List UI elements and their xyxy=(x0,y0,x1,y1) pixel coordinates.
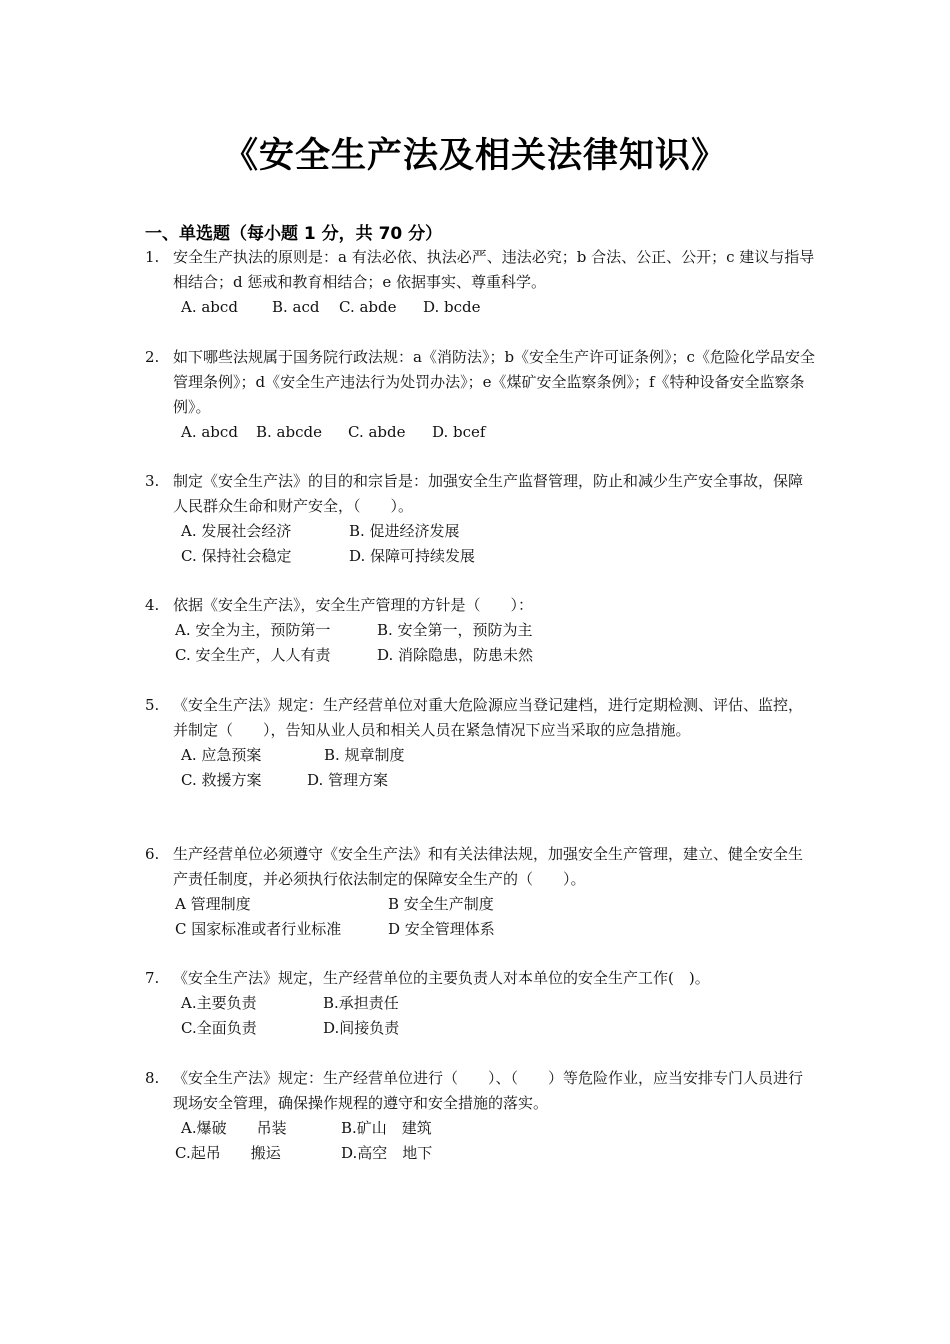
option-c: C.起吊 搬运 xyxy=(175,1144,281,1162)
option-line xyxy=(145,892,815,917)
question-number: 3. xyxy=(145,472,160,490)
question-text: 《安全生产法》规定：生产经营单位进行（ ）、（ ）等危险作业，应当安排专门人员进行现场安全管理，确保操作规程的遵守和安全措施的落实。 xyxy=(173,1069,804,1112)
option-line xyxy=(145,519,815,544)
option-d: D. 消除隐患，防患未然 xyxy=(377,646,534,664)
question-text: 依据《安全生产法》，安全生产管理的方针是（ ）： xyxy=(173,596,534,614)
option-c: C. abde xyxy=(339,298,397,316)
question-3 xyxy=(145,469,815,569)
option-b: B. 安全第一，预防为主 xyxy=(377,621,533,639)
option-d: D. 管理方案 xyxy=(307,771,389,789)
option-a: A.主要负责 xyxy=(181,994,257,1012)
option-line xyxy=(145,618,815,643)
section-heading: 一、单选题（每小题 1 分，共 70 分） xyxy=(145,224,443,244)
question-number: 7. xyxy=(145,969,160,987)
option-b: B.承担责任 xyxy=(323,994,399,1012)
question-6 xyxy=(145,842,815,942)
question-number: 2. xyxy=(145,348,160,366)
option-d: D 安全管理体系 xyxy=(388,920,495,938)
option-b: B. acd xyxy=(272,298,320,316)
option-line xyxy=(145,768,815,793)
option-d: D. bcef xyxy=(432,423,486,441)
option-line xyxy=(145,544,815,569)
option-line xyxy=(145,743,815,768)
option-line xyxy=(145,917,815,942)
option-a: A. 安全为主，预防第一 xyxy=(175,621,331,639)
option-b: B.矿山 建筑 xyxy=(341,1119,432,1137)
question-number: 6. xyxy=(145,845,160,863)
option-b: B. 规章制度 xyxy=(324,746,405,764)
question-8 xyxy=(145,1066,815,1166)
option-c: C. 安全生产，人人有责 xyxy=(175,646,331,664)
option-line xyxy=(145,295,815,320)
option-c: C 国家标准或者行业标准 xyxy=(175,920,342,938)
option-a: A.爆破 吊装 xyxy=(181,1119,287,1137)
document-title: 《安全生产法及相关法律知识》 xyxy=(222,136,727,176)
option-a: A. 应急预案 xyxy=(181,746,262,764)
option-c: C. 救援方案 xyxy=(181,771,262,789)
question-2 xyxy=(145,345,815,445)
option-c: C.全面负责 xyxy=(181,1019,257,1037)
option-d: D. 保障可持续发展 xyxy=(349,547,476,565)
question-number: 5. xyxy=(145,696,160,714)
option-b: B. 促进经济发展 xyxy=(349,522,460,540)
question-text: 《安全生产法》规定：生产经营单位对重大危险源应当登记建档，进行定期检测、评估、监控，并制定（ ），告知从业人员和相关人员在紧急情况下应当采取的应急措施。 xyxy=(173,696,804,739)
question-4 xyxy=(145,593,815,668)
question-text: 安全生产执法的原则是：a 有法必依、执法必严、违法必究；b 合法、公正、公开；c 建议与指导相结合；d 惩戒和教育相结合；e 依据事实、尊重科学。 xyxy=(173,248,815,291)
question-number: 4. xyxy=(145,596,160,614)
option-a: A. abcd xyxy=(181,298,238,316)
question-text: 生产经营单位必须遵守《安全生产法》和有关法律法规，加强安全生产管理，建立、健全安全生产责任制度，并必须执行依法制定的保障安全生产的（ ）。 xyxy=(173,845,804,888)
option-d: D. bcde xyxy=(423,298,481,316)
option-c: C. abde xyxy=(348,423,406,441)
option-line xyxy=(145,1116,815,1141)
option-b: B 安全生产制度 xyxy=(388,895,494,913)
option-line xyxy=(145,643,815,668)
option-a: A. 发展社会经济 xyxy=(181,522,292,540)
question-text: 制定《安全生产法》的目的和宗旨是：加强安全生产监督管理，防止和减少生产安全事故，保障人民群众生命和财产安全，（ ）。 xyxy=(173,472,804,515)
question-number: 8. xyxy=(145,1069,160,1087)
option-d: D.间接负责 xyxy=(323,1019,400,1037)
option-b: B. abcde xyxy=(256,423,322,441)
option-d: D.高空 地下 xyxy=(341,1144,433,1162)
option-line xyxy=(145,1141,815,1166)
option-c: C. 保持社会稳定 xyxy=(181,547,292,565)
option-a: A. abcd xyxy=(181,423,238,441)
question-5 xyxy=(145,693,815,793)
option-line xyxy=(145,1016,815,1041)
option-a: A 管理制度 xyxy=(175,895,251,913)
question-text: 《安全生产法》规定，生产经营单位的主要负责人对本单位的安全生产工作( )。 xyxy=(173,969,710,987)
option-line xyxy=(145,991,815,1016)
question-text: 如下哪些法规属于国务院行政法规：a《消防法》；b《安全生产许可证条例》；c《危险化学品安全管理条例》；d《安全生产违法行为处罚办法》；e《煤矿安全监察条例》；f《特种设备安全监察条例》。 xyxy=(173,348,815,416)
question-7 xyxy=(145,966,815,1041)
option-line xyxy=(145,420,815,445)
question-1 xyxy=(145,245,815,320)
question-number: 1. xyxy=(145,248,160,266)
